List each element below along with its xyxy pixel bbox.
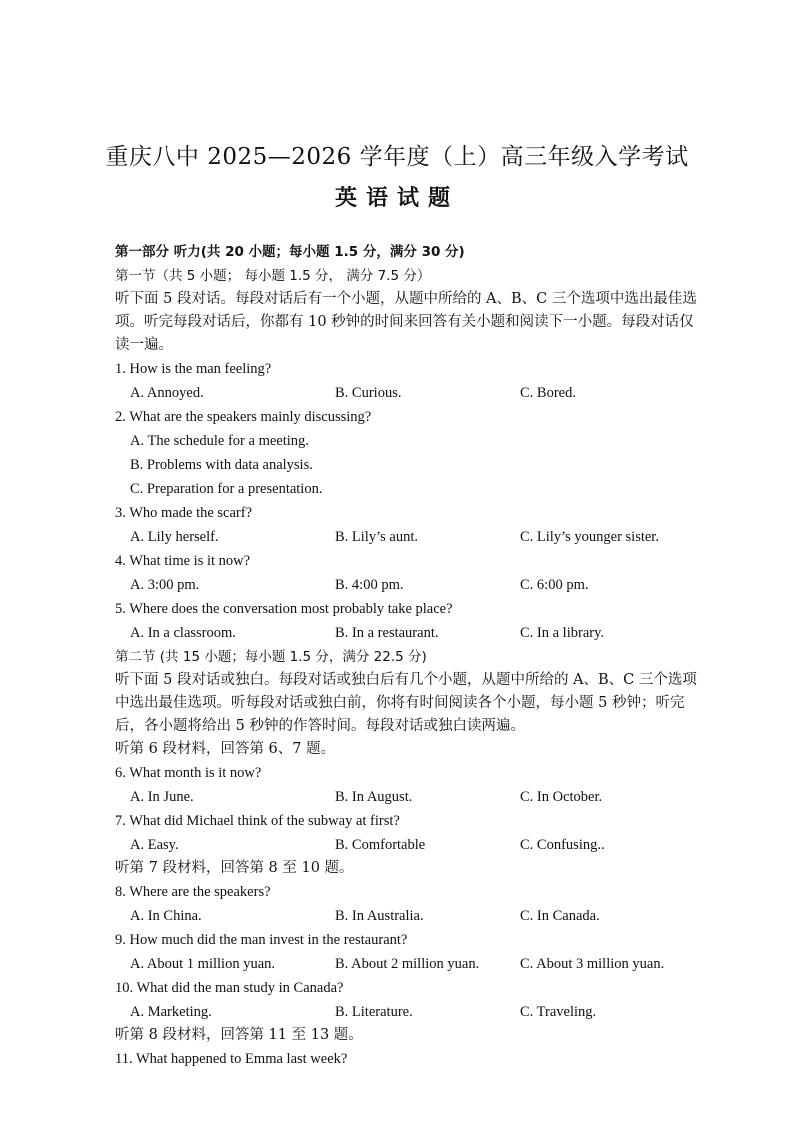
option-a: A. The schedule for a meeting. (130, 433, 309, 449)
question-stem: 4. What time is it now? (115, 553, 251, 569)
option-a: A. Easy. (130, 837, 179, 853)
material-note: 听第 8 段材料，回答第 11 至 13 题。 (115, 1027, 363, 1043)
material-note: 听第 7 段材料，回答第 8 至 10 题。 (115, 860, 354, 876)
option-a: A. Marketing. (130, 1004, 212, 1020)
option-c: C. Lily’s younger sister. (520, 529, 659, 545)
question-stem: 11. What happened to Emma last week? (115, 1051, 348, 1067)
option-c: C. Traveling. (520, 1004, 597, 1020)
exam-body (115, 240, 747, 1071)
instruction-line: 听下面 5 段对话。每段对话后有一个小题，从题中所给的 A、B、C 三个选项中选出最佳选 (115, 291, 697, 307)
option-b: B. Curious. (335, 385, 402, 401)
instruction-line: 读一遍。 (115, 337, 173, 353)
instruction-line: 听下面 5 段对话或独白。每段对话或独白后有几个小题，从题中所给的 A、B、C 三个选项 (115, 672, 697, 688)
option-a: A. In a classroom. (130, 625, 236, 641)
option-b: B. 4:00 pm. (335, 577, 404, 593)
option-a: A. Lily herself. (130, 529, 219, 545)
option-a: A. In China. (130, 908, 202, 924)
option-c: C. About 3 million yuan. (520, 956, 665, 972)
question-stem: 6. What month is it now? (115, 765, 262, 781)
option-a: A. 3:00 pm. (130, 577, 200, 593)
question-stem: 10. What did the man study in Canada? (115, 980, 344, 996)
exam-subtitle: 英语试题 (334, 185, 459, 211)
part1-heading: 第一部分 听力(共 20 小题；每小题 1.5 分，满分 30 分) (115, 244, 465, 260)
option-b: B. Literature. (335, 1004, 413, 1020)
instruction-line: 项。听完每段对话后，你都有 10 秒钟的时间来回答有关小题和阅读下一小题。每段对话仅 (115, 314, 694, 330)
question-stem: 1. How is the man feeling? (115, 361, 272, 377)
question-stem: 9. How much did the man invest in the restaurant? (115, 932, 408, 948)
options-row (115, 1000, 747, 1024)
options-row (115, 525, 747, 549)
question-stem: 3. Who made the scarf? (115, 505, 253, 521)
option-c: C. 6:00 pm. (520, 577, 589, 593)
options-row (115, 833, 747, 857)
option-b: B. Lily’s aunt. (335, 529, 418, 545)
options-row (115, 381, 747, 405)
option-b: B. In Australia. (335, 908, 424, 924)
option-a: A. About 1 million yuan. (130, 956, 275, 972)
option-c: C. Bored. (520, 385, 576, 401)
options-row (115, 621, 747, 645)
material-note: 听第 6 段材料，回答第 6、7 题。 (115, 741, 336, 757)
option-c: C. Preparation for a presentation. (130, 481, 323, 497)
instruction-line: 后，各小题将给出 5 秒钟的作答时间。每段对话或独白读两遍。 (115, 718, 525, 734)
option-c: C. In a library. (520, 625, 605, 641)
question-stem: 8. Where are the speakers? (115, 884, 271, 900)
option-a: A. Annoyed. (130, 385, 204, 401)
question-stem: 7. What did Michael think of the subway at first? (115, 813, 400, 829)
section1-heading: 第一节（共 5 小题； 每小题 1.5 分， 满分 7.5 分） (115, 268, 431, 284)
options-row (115, 904, 747, 928)
options-row (115, 952, 747, 976)
option-b: B. Problems with data analysis. (130, 457, 313, 473)
question-stem: 5. Where does the conversation most probably take place? (115, 601, 453, 617)
options-row (115, 785, 747, 809)
option-b: B. In August. (335, 789, 413, 805)
instruction-line: 中选出最佳选项。听每段对话或独白前，你将有时间阅读各个小题，每小题 5 秒钟；听完 (115, 695, 685, 711)
exam-title: 重庆八中 2025—2026 学年度（上）高三年级入学考试 (105, 144, 689, 170)
option-c: C. In Canada. (520, 908, 600, 924)
option-b: B. In a restaurant. (335, 625, 439, 641)
option-c: C. In October. (520, 789, 603, 805)
option-c: C. Confusing.. (520, 837, 605, 853)
section2-heading: 第二节 (共 15 小题；每小题 1.5 分，满分 22.5 分) (115, 649, 427, 665)
options-row (115, 573, 747, 597)
question-stem: 2. What are the speakers mainly discussing? (115, 409, 372, 425)
option-a: A. In June. (130, 789, 194, 805)
option-b: B. About 2 million yuan. (335, 956, 480, 972)
option-b: B. Comfortable (335, 837, 426, 853)
